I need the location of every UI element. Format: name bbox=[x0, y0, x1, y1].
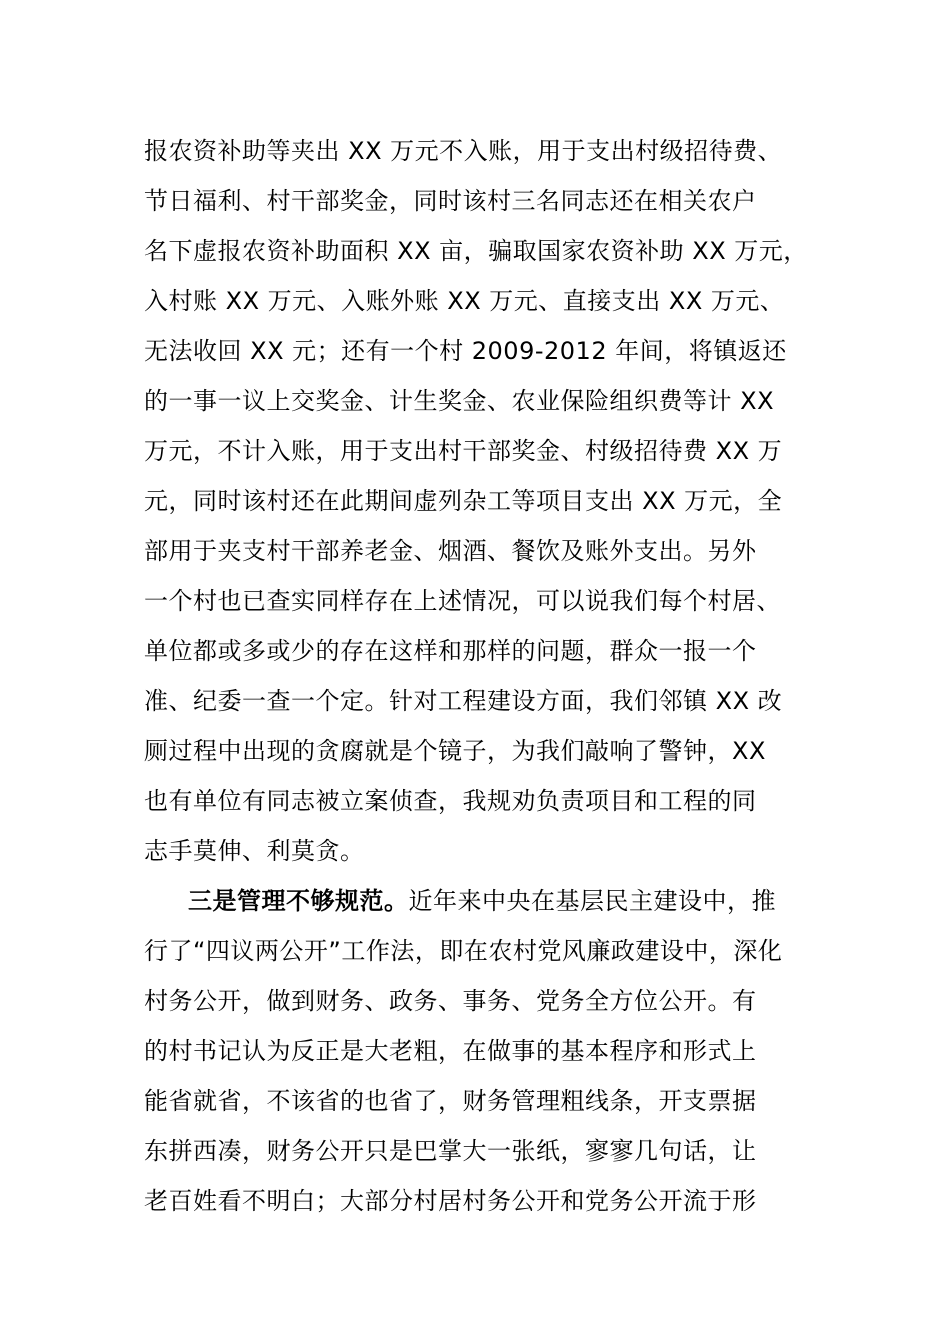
text-line: 一个村也已查实同样存在上述情况，可以说我们每个村居、 bbox=[144, 587, 781, 615]
text-line: 村务公开，做到财务、政务、事务、党务全方位公开。有 bbox=[144, 987, 757, 1015]
text-line: 部用于夹支村干部养老金、烟酒、餐饮及账外支出。另外 bbox=[144, 537, 757, 565]
text-line: 单位都或多或少的存在这样和那样的问题，群众一报一个 bbox=[144, 637, 757, 665]
text-line: 入村账 XX 万元、入账外账 XX 万元、直接支出 XX 万元、 bbox=[144, 287, 785, 315]
text-line: 志手莫伸、利莫贪。 bbox=[144, 837, 365, 865]
text-line: 万元，不计入账，用于支出村干部奖金、村级招待费 XX 万 bbox=[144, 437, 783, 465]
text-line: 的村书记认为反正是大老粗，在做事的基本程序和形式上 bbox=[144, 1037, 757, 1065]
section-heading: 三是管理不够规范。 bbox=[188, 887, 409, 915]
body-text bbox=[144, 126, 824, 1226]
paragraph-first-line bbox=[144, 876, 824, 926]
text-line: 东拼西凑，财务公开只是巴掌大一张纸，寥寥几句话，让 bbox=[144, 1137, 757, 1165]
text-line: 元，同时该村还在此期间虚列杂工等项目支出 XX 万元，全 bbox=[144, 487, 783, 515]
text-line: 无法收回 XX 元；还有一个村 2009-2012 年间，将镇返还 bbox=[144, 337, 787, 365]
text-line: 准、纪委一查一个定。针对工程建设方面，我们邻镇 XX 改 bbox=[144, 687, 783, 715]
text-line: 行了“四议两公开”工作法，即在农村党风廉政建设中，深化 bbox=[144, 937, 783, 965]
paragraph-text: 近年来中央在基层民主建设中，推 bbox=[408, 887, 776, 915]
text-line: 的一事一议上交奖金、计生奖金、农业保险组织费等计 XX bbox=[144, 387, 775, 415]
text-line: 厕过程中出现的贪腐就是个镜子，为我们敲响了警钟，XX bbox=[144, 737, 766, 765]
text-line: 也有单位有同志被立案侦查，我规劝负责项目和工程的同 bbox=[144, 787, 757, 815]
text-line: 能省就省，不该省的也省了，财务管理粗线条，开支票据 bbox=[144, 1087, 757, 1115]
text-line: 报农资补助等夹出 XX 万元不入账，用于支出村级招待费、 bbox=[144, 137, 783, 165]
text-line: 名下虚报农资补助面积 XX 亩，骗取国家农资补助 XX 万元， bbox=[144, 237, 808, 265]
text-line: 老百姓看不明白；大部分村居村务公开和党务公开流于形 bbox=[144, 1187, 757, 1215]
text-line: 节日福利、村干部奖金，同时该村三名同志还在相关农户 bbox=[144, 187, 757, 215]
